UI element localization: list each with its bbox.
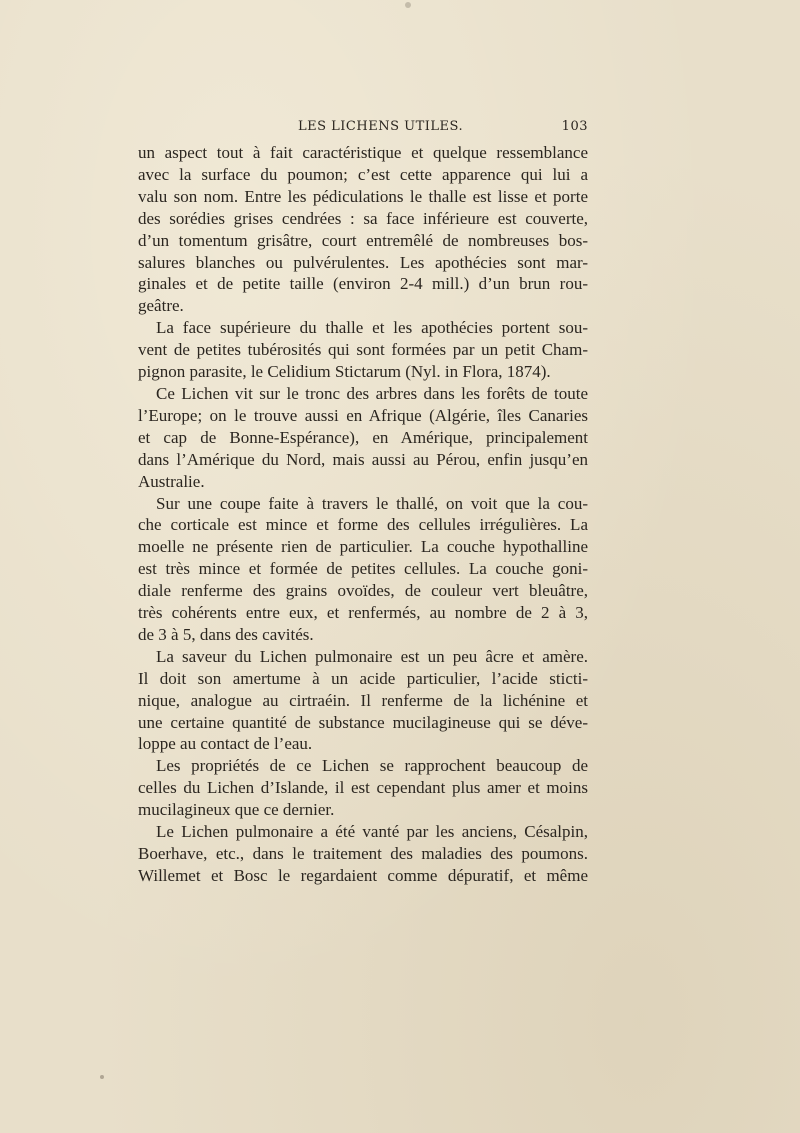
text-line: un aspect tout à fait caractéristique et quelque ressemblance bbox=[138, 143, 588, 162]
text-line: vent de petites tubérosités qui sont formées par un petit Cham- bbox=[138, 340, 588, 360]
text-line: geâtre. bbox=[138, 296, 184, 316]
text-line: salures blanches ou pulvérulentes. Les apothécies sont mar- bbox=[138, 252, 588, 272]
page-number: 103 bbox=[561, 119, 588, 134]
paragraph-start: Sur une coupe faite à travers le thallé, on voit que la cou- bbox=[156, 493, 588, 513]
text-line: une certaine quantité de substance mucilagineuse qui se déve- bbox=[138, 712, 588, 732]
paragraph-start: Les propriétés de ce Lichen se rapprochent beaucoup de bbox=[156, 756, 588, 776]
paper-speck bbox=[100, 1075, 104, 1079]
text-line: d’un tomentum grisâtre, court entremêlé de nombreuses bos- bbox=[138, 230, 588, 250]
text-line: très cohérents entre eux, et renfermés, au nombre de 2 à 3, bbox=[138, 603, 588, 623]
text-line: et cap de Bonne-Espérance), en Amérique, principalement bbox=[138, 427, 588, 447]
paragraph-start: La face supérieure du thalle et les apothécies portent sou- bbox=[156, 318, 588, 338]
text-line: moelle ne présente rien de particulier. La couche hypothalline bbox=[138, 537, 588, 557]
text-line: l’Europe; on le trouve aussi en Afrique (Algérie, îles Canaries bbox=[138, 405, 588, 425]
paragraph-start: Ce Lichen vit sur le tronc des arbres dans les forêts de toute bbox=[156, 383, 588, 403]
text-line: Boerhave, etc., dans le traitement des maladies des poumons. bbox=[138, 844, 588, 863]
text-line: mucilagineux que ce dernier. bbox=[138, 800, 335, 820]
text-line: pignon parasite, le Celidium Stictarum (Nyl. in Flora, 1874). bbox=[138, 362, 551, 382]
text-line: avec la surface du poumon; c’est cette apparence qui lui a bbox=[138, 164, 588, 184]
text-line: che corticale est mince et forme des cellules irrégulières. La bbox=[138, 515, 588, 535]
paragraph-start: La saveur du Lichen pulmonaire est un peu âcre et amère. bbox=[156, 646, 588, 666]
text-line: nique, analogue au cirtraéin. Il renferme de la lichénine et bbox=[138, 690, 588, 710]
paper-speck bbox=[405, 2, 411, 8]
text-line: est très mince et formée de petites cellules. La couche goni- bbox=[138, 559, 588, 579]
text-line: celles du Lichen d’Islande, il est cependant plus amer et moins bbox=[138, 778, 588, 798]
body-text bbox=[138, 142, 588, 887]
text-line: valu son nom. Entre les pédiculations le thalle est lisse et porte bbox=[138, 186, 588, 206]
text-line: diale renferme des grains ovoïdes, de couleur vert bleuâtre, bbox=[138, 581, 588, 601]
running-title: LES LICHENS UTILES. bbox=[298, 119, 464, 134]
text-line: Willemet et Bosc le regardaient comme dépuratif, et même bbox=[138, 865, 588, 885]
text-line: loppe au contact de l’eau. bbox=[138, 734, 313, 754]
running-head bbox=[138, 119, 588, 137]
text-line: de 3 à 5, dans des cavités. bbox=[138, 624, 314, 644]
text-line: ginales et de petite taille (environ 2-4 mill.) d’un brun rou- bbox=[138, 274, 588, 294]
text-line: des sorédies grises cendrées : sa face inférieure est couverte, bbox=[138, 208, 588, 228]
paragraph-start: Le Lichen pulmonaire a été vanté par les anciens, Césalpin, bbox=[156, 822, 588, 842]
text-line: Australie. bbox=[138, 471, 205, 491]
text-line: dans l’Amérique du Nord, mais aussi au Pérou, enfin jusqu’en bbox=[138, 449, 588, 469]
text-line: Il doit son amertume à un acide particulier, l’acide sticti- bbox=[138, 668, 588, 688]
